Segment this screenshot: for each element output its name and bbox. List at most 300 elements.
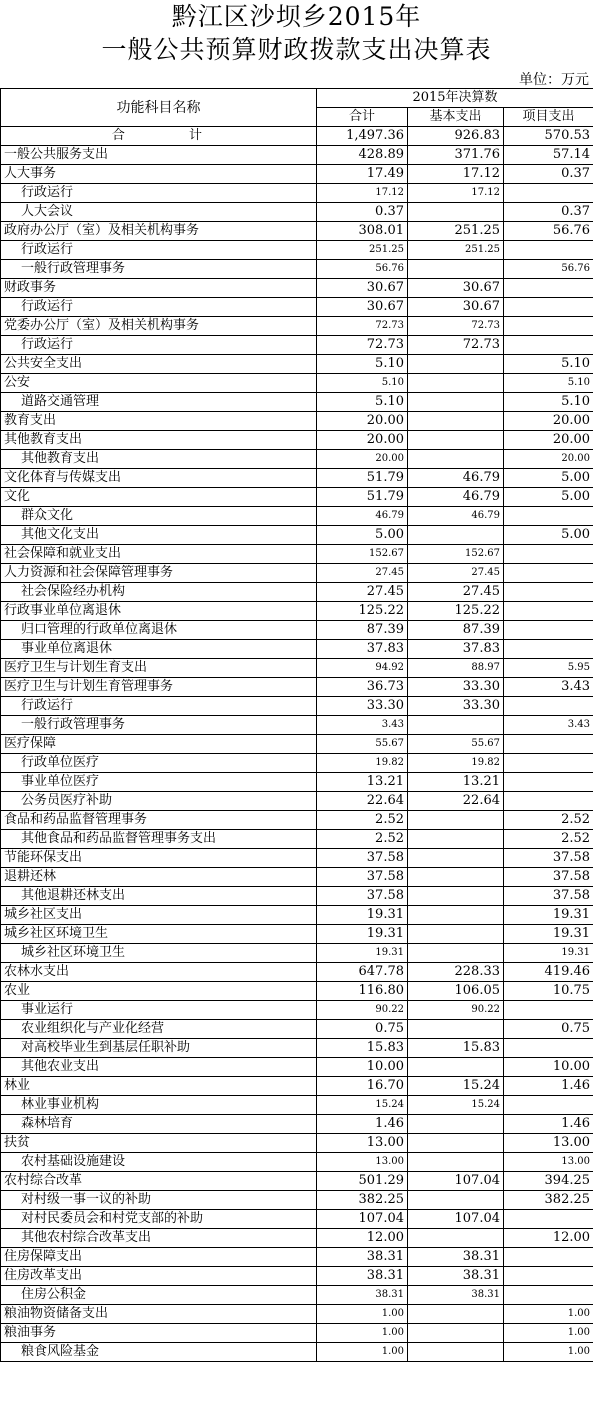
row-total-cell: 51.79 xyxy=(317,488,408,507)
row-total-cell: 3.43 xyxy=(317,716,408,735)
row-basic-cell: 37.83 xyxy=(408,640,504,659)
row-project-cell: 19.31 xyxy=(504,906,593,925)
row-project-cell: 20.00 xyxy=(504,431,593,450)
row-basic-cell xyxy=(408,355,504,374)
row-name-cell: 政府办公厅（室）及相关机构事务 xyxy=(1,222,317,241)
row-basic-cell xyxy=(408,1305,504,1324)
row-basic-cell: 251.25 xyxy=(408,222,504,241)
row-project-cell: 10.75 xyxy=(504,982,593,1001)
table-row xyxy=(1,887,593,906)
row-total-cell: 15.24 xyxy=(317,1096,408,1115)
table-row xyxy=(1,260,593,279)
row-name-cell: 社会保险经办机构 xyxy=(1,583,317,602)
table-row xyxy=(1,298,593,317)
table-row xyxy=(1,963,593,982)
row-name-cell: 一般公共服务支出 xyxy=(1,146,317,165)
table-row xyxy=(1,146,593,165)
table-row xyxy=(1,412,593,431)
row-name-cell: 行政运行 xyxy=(1,697,317,716)
table-row xyxy=(1,222,593,241)
table-row xyxy=(1,1286,593,1305)
table-row xyxy=(1,1134,593,1153)
row-basic-cell xyxy=(408,1134,504,1153)
row-project-cell xyxy=(504,564,593,583)
row-project-cell: 570.53 xyxy=(504,127,593,146)
row-name-cell: 医疗保障 xyxy=(1,735,317,754)
table-row xyxy=(1,507,593,526)
row-name-cell: 其他教育支出 xyxy=(1,450,317,469)
row-name-cell: 对村民委员会和村党支部的补助 xyxy=(1,1210,317,1229)
row-total-cell: 72.73 xyxy=(317,336,408,355)
row-name-cell: 行政事业单位离退休 xyxy=(1,602,317,621)
row-basic-cell xyxy=(408,1324,504,1343)
row-basic-cell: 30.67 xyxy=(408,298,504,317)
row-total-cell: 30.67 xyxy=(317,298,408,317)
row-basic-cell: 107.04 xyxy=(408,1172,504,1191)
row-basic-cell xyxy=(408,203,504,222)
table-row xyxy=(1,279,593,298)
row-name-cell: 行政运行 xyxy=(1,336,317,355)
row-project-cell xyxy=(504,298,593,317)
row-total-cell: 0.37 xyxy=(317,203,408,222)
row-name-cell: 事业单位离退休 xyxy=(1,640,317,659)
table-row xyxy=(1,1058,593,1077)
row-project-cell: 0.37 xyxy=(504,203,593,222)
row-total-cell: 20.00 xyxy=(317,431,408,450)
table-row xyxy=(1,1210,593,1229)
row-name-cell: 党委办公厅（室）及相关机构事务 xyxy=(1,317,317,336)
row-project-cell: 57.14 xyxy=(504,146,593,165)
row-project-cell xyxy=(504,754,593,773)
row-basic-cell: 228.33 xyxy=(408,963,504,982)
row-basic-cell: 106.05 xyxy=(408,982,504,1001)
row-name-cell: 人大会议 xyxy=(1,203,317,222)
row-name-cell: 公安 xyxy=(1,374,317,393)
table-row xyxy=(1,1115,593,1134)
row-name-cell: 农业组织化与产业化经营 xyxy=(1,1020,317,1039)
row-basic-cell xyxy=(408,526,504,545)
row-name-cell: 医疗卫生与计划生育管理事务 xyxy=(1,678,317,697)
row-project-cell xyxy=(504,792,593,811)
row-basic-cell xyxy=(408,1191,504,1210)
row-basic-cell: 46.79 xyxy=(408,469,504,488)
row-project-cell: 3.43 xyxy=(504,716,593,735)
row-basic-cell: 22.64 xyxy=(408,792,504,811)
row-total-cell: 16.70 xyxy=(317,1077,408,1096)
row-project-cell xyxy=(504,1001,593,1020)
row-project-cell xyxy=(504,1267,593,1286)
row-name-cell: 农村基础设施建设 xyxy=(1,1153,317,1172)
table-row xyxy=(1,203,593,222)
table-row xyxy=(1,982,593,1001)
row-name-cell: 文化 xyxy=(1,488,317,507)
row-name-cell: 其他教育支出 xyxy=(1,431,317,450)
row-project-cell xyxy=(504,621,593,640)
row-basic-cell: 152.67 xyxy=(408,545,504,564)
table-row xyxy=(1,431,593,450)
row-total-cell: 5.10 xyxy=(317,393,408,412)
table-row xyxy=(1,564,593,583)
row-total-cell: 37.58 xyxy=(317,849,408,868)
table-row xyxy=(1,1343,593,1362)
row-name-cell: 森林培育 xyxy=(1,1115,317,1134)
row-project-cell: 1.00 xyxy=(504,1343,593,1362)
table-row xyxy=(1,469,593,488)
row-name-cell: 住房公积金 xyxy=(1,1286,317,1305)
row-total-cell: 647.78 xyxy=(317,963,408,982)
row-name-cell: 粮食风险基金 xyxy=(1,1343,317,1362)
row-total-cell: 251.25 xyxy=(317,241,408,260)
row-name-cell: 农村综合改革 xyxy=(1,1172,317,1191)
table-row xyxy=(1,811,593,830)
row-project-cell: 37.58 xyxy=(504,849,593,868)
row-total-cell: 20.00 xyxy=(317,412,408,431)
row-name-cell: 城乡社区支出 xyxy=(1,906,317,925)
row-total-cell: 382.25 xyxy=(317,1191,408,1210)
row-project-cell: 5.00 xyxy=(504,488,593,507)
row-project-cell: 394.25 xyxy=(504,1172,593,1191)
row-total-cell: 308.01 xyxy=(317,222,408,241)
row-name-cell: 农业 xyxy=(1,982,317,1001)
table-row xyxy=(1,241,593,260)
row-total-cell: 125.22 xyxy=(317,602,408,621)
row-name-cell: 其他食品和药品监督管理事务支出 xyxy=(1,830,317,849)
row-total-cell: 56.76 xyxy=(317,260,408,279)
row-total-cell: 51.79 xyxy=(317,469,408,488)
row-basic-cell: 38.31 xyxy=(408,1248,504,1267)
row-basic-cell: 88.97 xyxy=(408,659,504,678)
table-row xyxy=(1,1001,593,1020)
table-row xyxy=(1,583,593,602)
table-row xyxy=(1,1096,593,1115)
table-row xyxy=(1,925,593,944)
row-project-cell: 0.37 xyxy=(504,165,593,184)
row-project-cell xyxy=(504,1210,593,1229)
table-row xyxy=(1,526,593,545)
row-total-cell: 12.00 xyxy=(317,1229,408,1248)
row-basic-cell xyxy=(408,906,504,925)
row-basic-cell: 15.24 xyxy=(408,1096,504,1115)
table-row xyxy=(1,716,593,735)
row-name-cell: 城乡社区环境卫生 xyxy=(1,944,317,963)
row-total-cell: 152.67 xyxy=(317,545,408,564)
row-total-cell: 30.67 xyxy=(317,279,408,298)
table-row xyxy=(1,830,593,849)
header-row-1 xyxy=(1,89,593,108)
table-row xyxy=(1,1191,593,1210)
row-project-cell xyxy=(504,640,593,659)
row-total-cell: 17.49 xyxy=(317,165,408,184)
row-basic-cell: 72.73 xyxy=(408,336,504,355)
row-basic-cell: 72.73 xyxy=(408,317,504,336)
row-name-cell: 行政运行 xyxy=(1,241,317,260)
header-year-group: 2015年决算数 xyxy=(317,89,593,108)
row-project-cell: 13.00 xyxy=(504,1134,593,1153)
row-basic-cell xyxy=(408,1058,504,1077)
row-name-cell: 农林水支出 xyxy=(1,963,317,982)
row-total-cell: 10.00 xyxy=(317,1058,408,1077)
row-total-cell: 1.00 xyxy=(317,1305,408,1324)
row-name-cell: 人力资源和社会保障管理事务 xyxy=(1,564,317,583)
row-project-cell: 19.31 xyxy=(504,944,593,963)
row-project-cell: 5.95 xyxy=(504,659,593,678)
row-project-cell xyxy=(504,1248,593,1267)
row-total-cell: 37.58 xyxy=(317,887,408,906)
row-total-cell: 90.22 xyxy=(317,1001,408,1020)
table-row xyxy=(1,184,593,203)
table-row xyxy=(1,735,593,754)
row-basic-cell: 33.30 xyxy=(408,678,504,697)
row-project-cell: 5.10 xyxy=(504,374,593,393)
row-basic-cell xyxy=(408,412,504,431)
row-total-cell: 1.00 xyxy=(317,1324,408,1343)
row-project-cell xyxy=(504,317,593,336)
row-total-cell: 94.92 xyxy=(317,659,408,678)
row-basic-cell: 55.67 xyxy=(408,735,504,754)
table-row xyxy=(1,1267,593,1286)
row-total-cell: 428.89 xyxy=(317,146,408,165)
table-row xyxy=(1,393,593,412)
row-name-cell: 住房保障支出 xyxy=(1,1248,317,1267)
row-total-cell: 5.10 xyxy=(317,374,408,393)
row-total-cell: 116.80 xyxy=(317,982,408,1001)
row-basic-cell: 27.45 xyxy=(408,583,504,602)
row-basic-cell: 15.83 xyxy=(408,1039,504,1058)
row-basic-cell: 107.04 xyxy=(408,1210,504,1229)
row-project-cell: 37.58 xyxy=(504,868,593,887)
row-name-cell: 对村级一事一议的补助 xyxy=(1,1191,317,1210)
row-basic-cell xyxy=(408,925,504,944)
table-row xyxy=(1,1020,593,1039)
row-total-cell: 0.75 xyxy=(317,1020,408,1039)
row-total-cell: 33.30 xyxy=(317,697,408,716)
row-name-cell: 文化体育与传媒支出 xyxy=(1,469,317,488)
row-basic-cell xyxy=(408,450,504,469)
table-row xyxy=(1,1172,593,1191)
row-basic-cell: 371.76 xyxy=(408,146,504,165)
row-project-cell xyxy=(504,583,593,602)
row-basic-cell xyxy=(408,1020,504,1039)
row-basic-cell: 17.12 xyxy=(408,165,504,184)
row-total-cell: 1.00 xyxy=(317,1343,408,1362)
row-project-cell: 1.00 xyxy=(504,1305,593,1324)
row-name-cell: 退耕还林 xyxy=(1,868,317,887)
table-row xyxy=(1,792,593,811)
row-basic-cell: 46.79 xyxy=(408,488,504,507)
row-basic-cell xyxy=(408,431,504,450)
table-row xyxy=(1,355,593,374)
row-basic-cell xyxy=(408,1153,504,1172)
table-row xyxy=(1,1153,593,1172)
row-name-cell: 节能环保支出 xyxy=(1,849,317,868)
table-row xyxy=(1,906,593,925)
header-function-name: 功能科目名称 xyxy=(1,89,317,127)
row-basic-cell: 15.24 xyxy=(408,1077,504,1096)
row-basic-cell: 27.45 xyxy=(408,564,504,583)
row-project-cell: 13.00 xyxy=(504,1153,593,1172)
row-total-cell: 27.45 xyxy=(317,583,408,602)
row-name-cell: 对高校毕业生到基层任职补助 xyxy=(1,1039,317,1058)
row-total-cell: 19.31 xyxy=(317,925,408,944)
row-basic-cell xyxy=(408,849,504,868)
row-total-cell: 19.31 xyxy=(317,944,408,963)
row-name-cell: 公共安全支出 xyxy=(1,355,317,374)
row-basic-cell xyxy=(408,868,504,887)
row-name-cell: 医疗卫生与计划生育支出 xyxy=(1,659,317,678)
row-total-cell: 27.45 xyxy=(317,564,408,583)
table-row xyxy=(1,1248,593,1267)
row-project-cell xyxy=(504,697,593,716)
row-project-cell xyxy=(504,1286,593,1305)
row-name-cell: 住房改革支出 xyxy=(1,1267,317,1286)
row-basic-cell xyxy=(408,1115,504,1134)
row-name-cell: 林业 xyxy=(1,1077,317,1096)
row-project-cell xyxy=(504,279,593,298)
row-project-cell: 56.76 xyxy=(504,260,593,279)
row-project-cell: 3.43 xyxy=(504,678,593,697)
row-total-cell: 1,497.36 xyxy=(317,127,408,146)
row-name-cell: 林业事业机构 xyxy=(1,1096,317,1115)
row-project-cell: 56.76 xyxy=(504,222,593,241)
row-project-cell: 37.58 xyxy=(504,887,593,906)
row-project-cell xyxy=(504,336,593,355)
row-total-cell: 13.00 xyxy=(317,1153,408,1172)
row-project-cell: 0.75 xyxy=(504,1020,593,1039)
row-basic-cell xyxy=(408,887,504,906)
row-name-cell: 扶贫 xyxy=(1,1134,317,1153)
table-row xyxy=(1,545,593,564)
row-total-cell: 20.00 xyxy=(317,450,408,469)
row-name-cell: 其他文化支出 xyxy=(1,526,317,545)
row-total-cell: 38.31 xyxy=(317,1286,408,1305)
table-row xyxy=(1,868,593,887)
row-project-cell: 5.10 xyxy=(504,393,593,412)
table-row xyxy=(1,165,593,184)
row-project-cell xyxy=(504,1039,593,1058)
row-name-cell: 道路交通管理 xyxy=(1,393,317,412)
row-name-cell: 教育支出 xyxy=(1,412,317,431)
unit-label: 单位：万元 xyxy=(519,72,589,88)
row-project-cell: 12.00 xyxy=(504,1229,593,1248)
table-row xyxy=(1,1077,593,1096)
budget-table-body xyxy=(1,89,593,1362)
table-row xyxy=(1,697,593,716)
table-row xyxy=(1,621,593,640)
row-basic-cell xyxy=(408,944,504,963)
row-name-cell: 食品和药品监督管理事务 xyxy=(1,811,317,830)
row-basic-cell xyxy=(408,374,504,393)
report-title-line1: 黔江区沙坝乡2015年 xyxy=(171,2,422,31)
row-name-cell: 粮油事务 xyxy=(1,1324,317,1343)
header-col-project: 项目支出 xyxy=(504,108,593,127)
row-project-cell: 5.00 xyxy=(504,526,593,545)
row-project-cell: 2.52 xyxy=(504,811,593,830)
row-basic-cell xyxy=(408,393,504,412)
row-total-cell: 13.21 xyxy=(317,773,408,792)
row-total-cell: 46.79 xyxy=(317,507,408,526)
row-project-cell: 20.00 xyxy=(504,412,593,431)
row-total-cell: 36.73 xyxy=(317,678,408,697)
row-project-cell: 1.00 xyxy=(504,1324,593,1343)
row-total-cell: 17.12 xyxy=(317,184,408,203)
row-total-cell: 2.52 xyxy=(317,811,408,830)
header-col-total: 合计 xyxy=(317,108,408,127)
row-project-cell xyxy=(504,545,593,564)
row-total-cell: 15.83 xyxy=(317,1039,408,1058)
row-name-cell: 一般行政管理事务 xyxy=(1,260,317,279)
table-row xyxy=(1,773,593,792)
header-col-basic: 基本支出 xyxy=(408,108,504,127)
row-name-cell: 其他农业支出 xyxy=(1,1058,317,1077)
row-basic-cell xyxy=(408,811,504,830)
row-total-cell: 87.39 xyxy=(317,621,408,640)
table-row xyxy=(1,1305,593,1324)
row-project-cell xyxy=(504,735,593,754)
row-total-cell: 19.82 xyxy=(317,754,408,773)
row-name-cell: 其他农村综合改革支出 xyxy=(1,1229,317,1248)
row-basic-cell: 38.31 xyxy=(408,1267,504,1286)
row-total-cell: 1.46 xyxy=(317,1115,408,1134)
row-basic-cell xyxy=(408,1229,504,1248)
row-project-cell: 1.46 xyxy=(504,1115,593,1134)
row-basic-cell xyxy=(408,1343,504,1362)
total-row xyxy=(1,127,593,146)
row-total-cell: 55.67 xyxy=(317,735,408,754)
row-project-cell: 382.25 xyxy=(504,1191,593,1210)
row-basic-cell: 17.12 xyxy=(408,184,504,203)
row-name-cell: 合 计 xyxy=(1,127,317,146)
report-title-line2: 一般公共预算财政拨款支出决算表 xyxy=(101,35,492,64)
row-total-cell: 38.31 xyxy=(317,1267,408,1286)
row-total-cell: 38.31 xyxy=(317,1248,408,1267)
row-basic-cell: 87.39 xyxy=(408,621,504,640)
table-row xyxy=(1,754,593,773)
row-project-cell: 19.31 xyxy=(504,925,593,944)
row-name-cell: 人大事务 xyxy=(1,165,317,184)
row-total-cell: 13.00 xyxy=(317,1134,408,1153)
row-total-cell: 5.10 xyxy=(317,355,408,374)
row-project-cell xyxy=(504,1096,593,1115)
row-basic-cell: 926.83 xyxy=(408,127,504,146)
row-total-cell: 37.83 xyxy=(317,640,408,659)
row-project-cell: 1.46 xyxy=(504,1077,593,1096)
row-project-cell: 5.00 xyxy=(504,469,593,488)
row-name-cell: 行政运行 xyxy=(1,298,317,317)
table-row xyxy=(1,640,593,659)
row-basic-cell: 251.25 xyxy=(408,241,504,260)
row-name-cell: 公务员医疗补助 xyxy=(1,792,317,811)
table-row xyxy=(1,317,593,336)
row-total-cell: 2.52 xyxy=(317,830,408,849)
row-name-cell: 群众文化 xyxy=(1,507,317,526)
row-project-cell: 20.00 xyxy=(504,450,593,469)
table-row xyxy=(1,374,593,393)
row-basic-cell: 125.22 xyxy=(408,602,504,621)
row-name-cell: 事业运行 xyxy=(1,1001,317,1020)
table-row xyxy=(1,1039,593,1058)
row-name-cell: 事业单位医疗 xyxy=(1,773,317,792)
row-name-cell: 社会保障和就业支出 xyxy=(1,545,317,564)
row-basic-cell: 13.21 xyxy=(408,773,504,792)
row-project-cell: 5.10 xyxy=(504,355,593,374)
row-project-cell: 10.00 xyxy=(504,1058,593,1077)
row-basic-cell: 30.67 xyxy=(408,279,504,298)
row-project-cell: 2.52 xyxy=(504,830,593,849)
row-name-cell: 归口管理的行政单位离退休 xyxy=(1,621,317,640)
table-row xyxy=(1,678,593,697)
row-name-cell: 城乡社区环境卫生 xyxy=(1,925,317,944)
row-total-cell: 22.64 xyxy=(317,792,408,811)
